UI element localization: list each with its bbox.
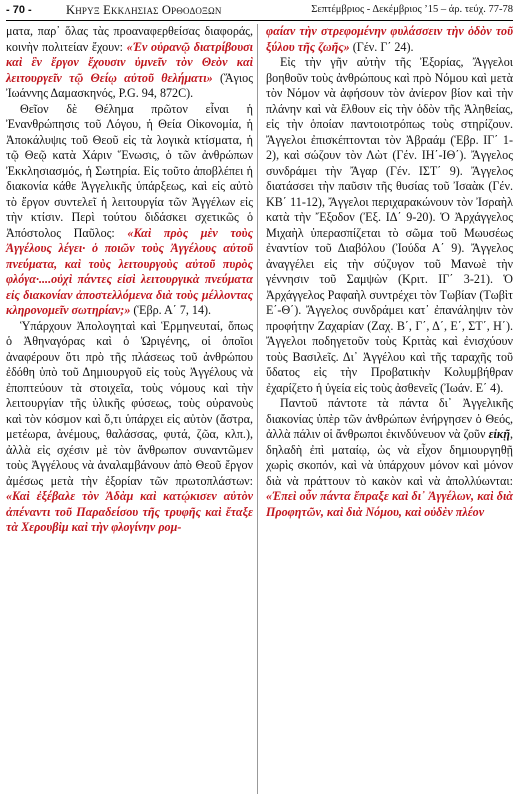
journal-title: Κηρυξ Εκκλησιας Ορθοδοξων (66, 3, 222, 17)
scripture-quote: «Καὶ πρὸς μὲν τοὺς Ἀγγέλους λέγει· ὁ ποιῶν τοὺς Ἀγγέλους αὐτοῦ πνεύματα, καὶ τοὺς λειτουργοὺς αὐτοῦ πυρὸς φλόγα·....οὐχὶ πάντες εἰσὶ λειτουργικὰ πνεύματα εἰς διακονίαν ἀποστελλόμενα διὰ τοὺς μέλλοντας κληρονομεῖν σωτηρίαν;» (6, 225, 253, 317)
body-text: Ὑπάρχουν Ἀπολογηταὶ καὶ Ἑρμηνευταί, ὅπως ὁ Ἀθηναγόρας καὶ ὁ Ὠριγένης, οἱ ὁποῖοι ἀναφέρουν ὅτι πρὸ τῆς πλάσεως τοῦ ἀνθρώπου ἐδόθη ὑπὸ τοῦ Δημιουργοῦ εἰς τοὺς Ἀγγέλους νὰ ἐποπτεύουν τὰ στοιχεῖα, τοὺς νόμους καὶ τὴν λειτουργίαν τῆς ὑλικῆς φύσεως, τοὺς οὐρανοὺς καὶ τὸν κόσμον καὶ ὅ,τι ὑπάρχει εἰς αὐτὸν (ἄστρα, μετέωρα, ἀνέμους, θαλάσσας, φυτά, ζῶα, κλπ.), ἀλλὰ εἰς σχέσιν μὲ τὸν ἄνθρωπον συναντῶμεν τοὺς Ἀγγέλους νὰ ἀναλαμβάνουν ἀπὸ Θεοῦ ἔργον ἀμέσως μετὰ τὴν ἐξορίαν τῶν πρωτοπλάστων: (6, 318, 253, 488)
body-text: (Γέν. Γ΄ 24). (349, 39, 414, 54)
scripture-quote: φαίαν τὴν στρεφομένην φυλάσσειν τὴν ὁδὸν τοῦ ξύλου τῆς ζωῆς» (266, 24, 513, 54)
paragraph (6, 24, 253, 102)
emphasis-text: εἰκῇ (488, 427, 510, 441)
scripture-quote: «Ἐν οὐρανῷ διατρίβουσι καὶ ἓν ἔργον ἔχουσιν ὑμνεῖν τὸν Θεὸν καὶ λειτουργεῖν τῷ Θείῳ αὐτοῦ θελήματι» (6, 39, 253, 85)
paragraph (266, 24, 513, 55)
right-column (266, 24, 513, 520)
page-number: - 70 - (6, 4, 32, 16)
body-text: ματα, παρ᾽ ὅλας τὰς προαναφερθείσας διαφοράς, κοινὴν πολιτείαν ἔχουν: (6, 24, 253, 54)
paragraph (6, 102, 253, 319)
paragraph (266, 55, 513, 396)
paragraph (266, 396, 513, 520)
body-text: (Ἑβρ. Α΄ 7, 14). (130, 303, 212, 317)
left-column (6, 24, 253, 536)
body-text: (Ἅγιος Ἰωάννης Δαμασκηνός, P.G. 94, 872C). (6, 70, 253, 100)
body-text: Θεῖον δὲ Θέλημα πρῶτον εἶναι ἡ Ἐνανθρώπησις τοῦ Λόγου, ἡ Θεία Οἰκονομία, ἡ Ἀποκάλυψις τοῦ Θεοῦ εἰς τὰ λογικὰ κτίσματα, ἡ τῷ Θεῷ κατὰ Χάριν Ἕνωσις, ὁ τῶν ἀνθρώπων Ἐκκλησιασμός, ἡ Σωτηρία. Εἰς τοῦτο ἀποβλέπει ἡ διακονία κάθε Ἀγγελικῆς ὑπάρξεως, καὶ εἰς αὐτὸ τὸ ἔργον συντελεῖ ἡ λειτουργία τῶν Ἀγγέλων εἰς τὴν κτίσιν. Περὶ τούτου διδάσκει σχετικῶς ὁ Ἀπόστολος Παῦλος: (6, 101, 253, 240)
body-text: Παντοῦ πάντοτε τὰ πάντα δι᾽ Ἀγγελικῆς διακονίας ὑπὲρ τῶν ἀνθρώπων ἐνήργησεν ὁ Θεός, ἀλλὰ πάλιν οἱ ἄνθρωποι ἐκινδύνευον νὰ ζοῦν (266, 396, 513, 441)
scripture-quote: «Ἐπεὶ οὖν πάντα ἔπραξε καὶ δι᾽ Ἀγγέλων, καὶ διὰ Προφητῶν, καὶ διὰ Νόμου, καὶ οὐδὲν πλέον (266, 489, 513, 519)
page-header (6, 2, 513, 21)
body-text: , δηλαδὴ ἐπὶ ματαίῳ, ὡς νὰ εἶχον δημιουργηθῇ χωρὶς σκοπόν, καὶ νὰ ὑπάρχουν μόνον καὶ μόνον διὰ νὰ πράττουν τὸ κακὸν καὶ νὰ ἀπολλύωνται: (266, 427, 513, 488)
column-divider (257, 24, 258, 794)
paragraph (6, 319, 253, 536)
scripture-quote: «Καὶ ἐξέβαλε τὸν Ἀδὰμ καὶ κατῴκισεν αὐτὸν ἀπέναντι τοῦ Παραδείσου τῆς τρυφῆς καὶ ἔταξε τὰ Χερουβὶμ καὶ τὴν φλογίνην ρομ- (6, 489, 253, 534)
issue-info: Σεπτέμβριος - Δεκέμβριος ’15 – άρ. τεύχ. 77-78 (311, 4, 513, 15)
body-text: Εἰς τὴν γῆν αὐτὴν τῆς Ἐξορίας, Ἄγγελοι βοηθοῦν τοὺς ἀνθρώπους καὶ πρὸ Νόμου καὶ μετὰ τὸν Νόμον νὰ ἀφήσουν τὸν ἀνίερον βίον καὶ τὴν πλάνην καὶ νὰ ἔλθουν εἰς τὴν ὁδὸν τῆς Ἀληθείας, εἰς τὴν ὁποίαν παντοιοτρόπως τοὺς στηρίζουν. Ἄγγελοι ἐπισκέπτονται τὸν Ἀβραάμ (Ἑβρ. ΙΓ΄ 1-2), καὶ σώζουν τὸν Λὼτ (Γέν. ΙΗ΄-ΙΘ΄). Ἄγγελος συνδράμει τὴν Ἄγαρ (Γέν. ΙΣΤ΄ 9). Ἄγγελος διατάσσει τὴν παῦσιν τῆς θυσίας τοῦ Ἰσαὰκ (Γέν. ΚΒ΄ 11-12), Ἄγγελοι περιχαρακώνουν τὸν Ἰσραὴλ κατὰ τὴν Ἔξοδον (Ἐξ. ΙΔ΄ 9-20). Ὁ Ἀρχάγγελος Μιχαὴλ ὑπερασπίζεται τὸ σῶμα τοῦ Μωυσέως ἐναντίον τοῦ Διαβόλου (Ἰούδα Α΄ 9). Ἄγγελος ἀναγγέλει εἰς τὴν σύζυγον τοῦ Μανωὲ τὴν γέννησιν τοῦ Σαμψὼν (Κριτ. ΙΓ΄ 3-21). Ὁ Ἀρχάγγελος Ραφαὴλ συντρέχει τὸν Τωβίαν (Τωβὶτ Ε΄-Θ΄). Ἄγγελος συνδράμει κατ᾽ ἐπανάληψιν τὸν προφήτην Ζαχαρίαν (Ζαχ. Β΄, Γ΄, Δ΄, Ε΄, ΣΤ΄, Η΄). Ἄγγελοι ποδηγετοῦν τοὺς Κριτὰς καὶ ἐνισχύουν τοὺς Βασιλεῖς. Δι᾽ Ἀγγέλου καὶ τῆς ταραχῆς τοῦ ὕδατος εἰς τὴν Προβατικὴν Κολυμβήθραν ἐχαρίζετο ἡ ὑγεία εἰς τοὺς ἀσθενεῖς (Ἰωάν. Ε΄ 4). (266, 55, 513, 395)
